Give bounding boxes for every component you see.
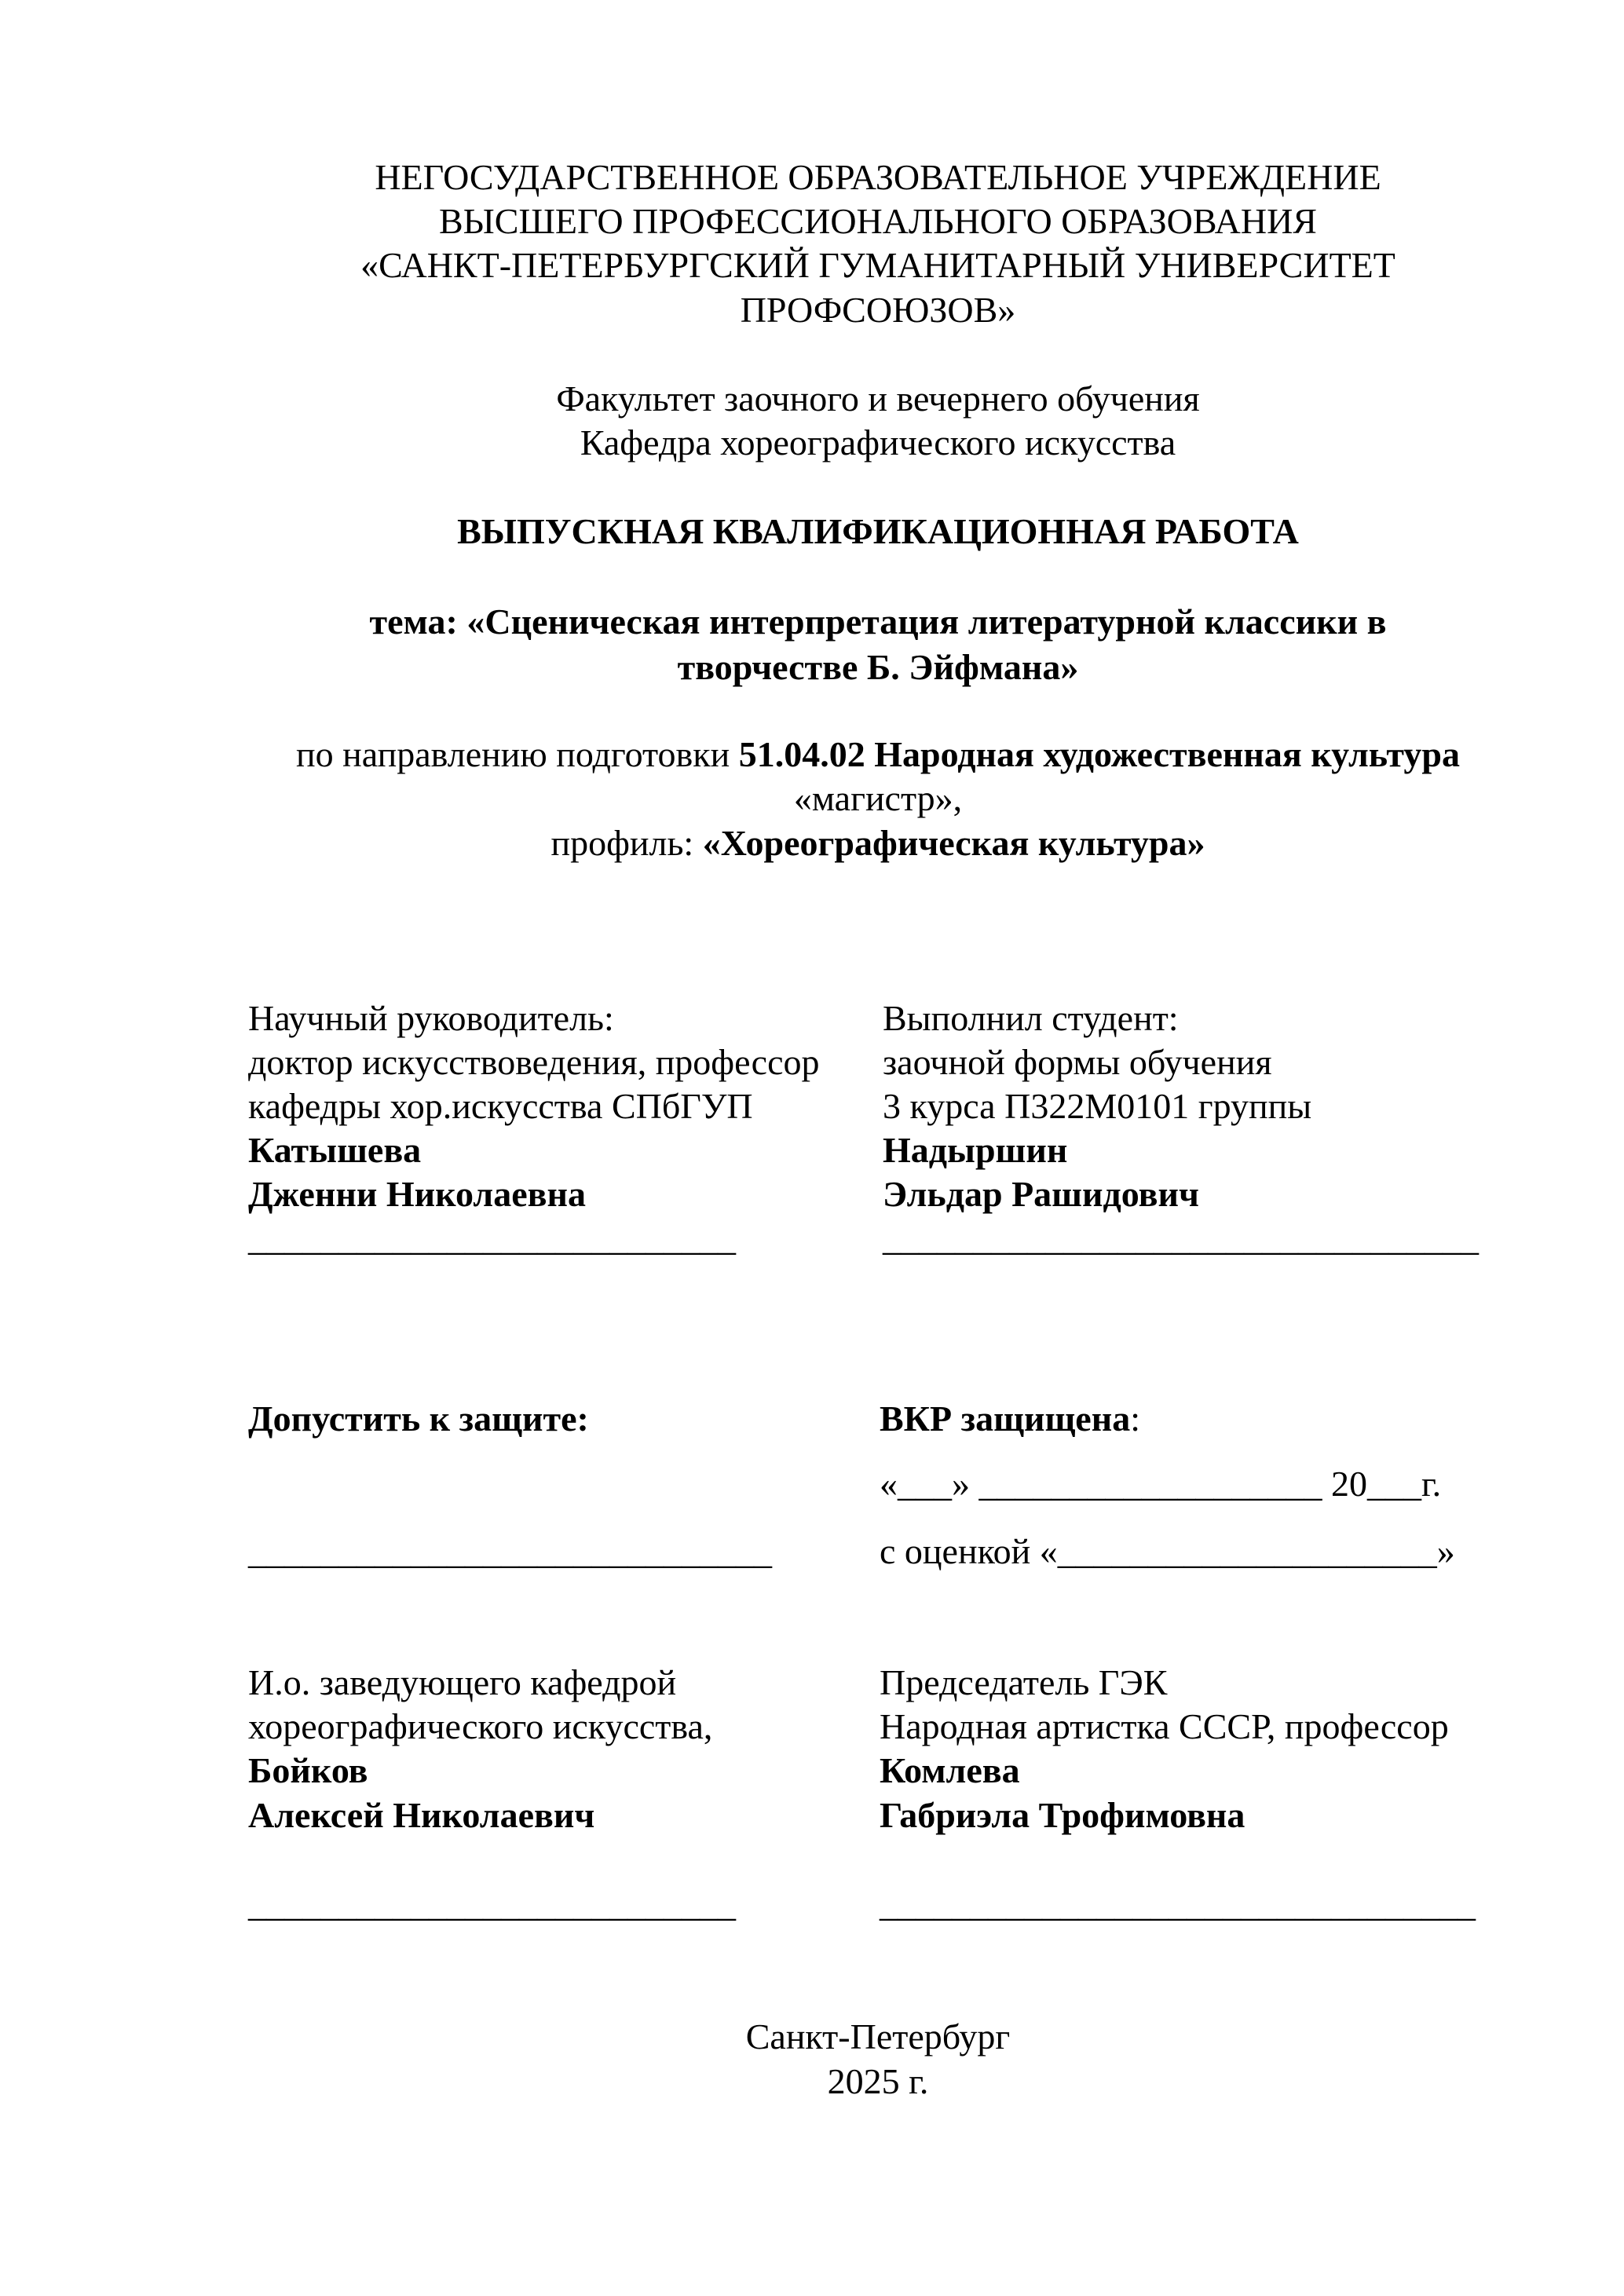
defense-label-text: ВКР защищена: [880, 1398, 1131, 1439]
work-type: ВЫПУСКНАЯ КВАЛИФИКАЦИОННАЯ РАБОТА: [457, 511, 1299, 551]
student-label: Выполнил студент:: [883, 998, 1179, 1038]
defense-label: [880, 1397, 1140, 1441]
direction: [0, 733, 1624, 777]
supervisor-signature-line: ___________________________: [248, 1218, 736, 1258]
admission-label: Допустить к защите:: [248, 1398, 589, 1439]
student-line-1: заочной формы обучения: [883, 1042, 1272, 1082]
supervisor-label: Научный руководитель:: [248, 998, 614, 1038]
direction-value: 51.04.02 Народная художественная культура: [738, 734, 1460, 774]
supervisor-title-1: доктор искусствоведения, профессор: [248, 1042, 820, 1082]
department: Кафедра хореографического искусства: [580, 422, 1176, 462]
head-surname: Бойков: [248, 1750, 368, 1790]
chairman-label: Председатель ГЭК: [880, 1662, 1168, 1702]
head-signature-line: ___________________________: [248, 1884, 736, 1924]
chairman-name: Габриэла Трофимовна: [880, 1795, 1245, 1835]
chairman-surname: Комлева: [880, 1750, 1020, 1790]
defense-colon: :: [1130, 1398, 1140, 1439]
topic-line-1: тема: «Сценическая интерпретация литературной классики в: [369, 601, 1387, 642]
year: 2025 г.: [827, 2061, 929, 2101]
student-name: Эльдар Рашидович: [883, 1174, 1199, 1214]
supervisor-title-2: кафедры хор.искусства СПбГУП: [248, 1086, 753, 1126]
profile-prefix: профиль:: [550, 823, 703, 863]
head-name: Алексей Николаевич: [248, 1795, 595, 1835]
topic-line-2: творчестве Б. Эйфмана»: [677, 647, 1079, 687]
head-line-2: хореографического искусства,: [248, 1706, 713, 1746]
supervisor-name: Дженни Николаевна: [248, 1174, 586, 1214]
defense-grade-line: с оценкой «_____________________»: [880, 1531, 1455, 1571]
student-signature-line: _________________________________: [883, 1218, 1479, 1258]
supervisor-surname: Катышева: [248, 1130, 422, 1170]
faculty: Факультет заочного и вечернего обучения: [556, 378, 1200, 419]
admission-signature-line: _____________________________: [248, 1531, 772, 1571]
chairman-signature-line: _________________________________: [880, 1884, 1476, 1924]
student-surname: Надыршин: [883, 1130, 1068, 1170]
chairman-line-2: Народная артистка СССР, профессор: [880, 1706, 1449, 1746]
org-line-1: НЕГОСУДАРСТВЕННОЕ ОБРАЗОВАТЕЛЬНОЕ УЧРЕЖДЕНИЕ: [375, 157, 1381, 197]
degree: «магистр»,: [793, 778, 963, 818]
student-line-2: 3 курса П322М0101 группы: [883, 1086, 1312, 1126]
profile: [0, 821, 1624, 865]
city: Санкт-Петербург: [745, 2016, 1011, 2057]
defense-date-line: «___» ___________________ 20___г.: [880, 1464, 1442, 1504]
profile-value: «Хореографическая культура»: [702, 823, 1205, 863]
org-line-3: «САНКТ-ПЕТЕРБУРГСКИЙ ГУМАНИТАРНЫЙ УНИВЕРСИТЕТ: [360, 245, 1395, 285]
org-line-2: ВЫСШЕГО ПРОФЕССИОНАЛЬНОГО ОБРАЗОВАНИЯ: [439, 201, 1317, 241]
direction-prefix: по направлению подготовки: [296, 734, 739, 774]
head-label: И.о. заведующего кафедрой: [248, 1662, 677, 1702]
org-line-4: ПРОФСОЮЗОВ»: [740, 290, 1016, 330]
